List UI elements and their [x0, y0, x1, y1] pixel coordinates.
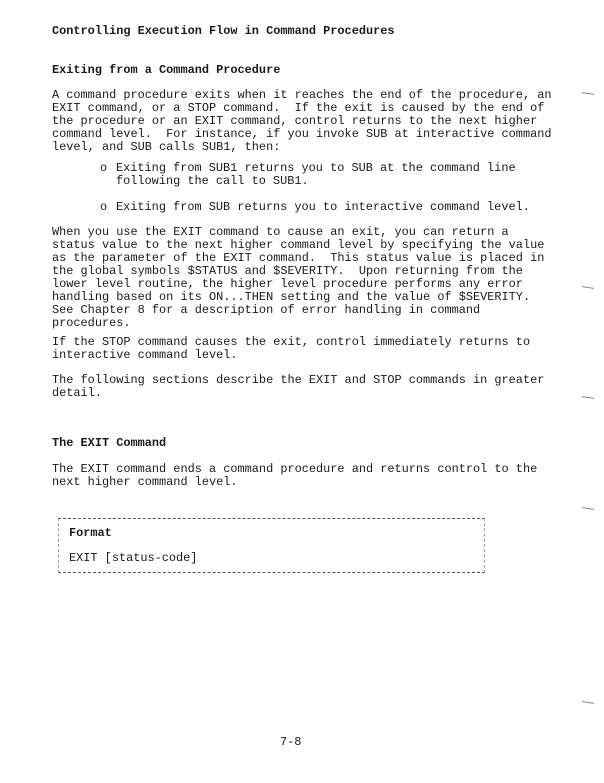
- margin-mark: [582, 92, 594, 95]
- section-heading-exiting: Exiting from a Command Procedure: [52, 63, 281, 77]
- paragraph: The following sections describe the EXIT and STOP commands in greater detail.: [52, 373, 545, 400]
- paragraph: If the STOP command causes the exit, control immediately returns to interactive command level.: [52, 335, 531, 362]
- bullet-text: Exiting from SUB1 returns you to SUB at the command line following the call to SUB1.: [116, 161, 516, 188]
- bullet-marker: o: [100, 161, 108, 175]
- paragraph: A command procedure exits when it reaches the end of the procedure, an EXIT command, or a STOP command. If the exit is caused by the end of the procedure or an EXIT command, control returns to the next higher command level. For instance, if you invoke SUB at interactive command level, and SUB calls SUB1, then:: [52, 88, 552, 154]
- bullet-marker: o: [100, 200, 108, 214]
- paragraph: The EXIT command ends a command procedure and returns control to the next higher command level.: [52, 462, 538, 489]
- bullet-text: Exiting from SUB returns you to interactive command level.: [116, 200, 530, 214]
- running-head: Controlling Execution Flow in Command Procedures: [52, 24, 395, 38]
- format-label: Format: [69, 526, 112, 540]
- margin-mark: [582, 701, 594, 704]
- paragraph: When you use the EXIT command to cause an exit, you can return a status value to the next higher command level by specifying the value as the parameter of the EXIT command. This status value is placed in the global symbols $STATUS and $SEVERITY. Upon returning from the lower level routine, the higher level procedure performs any error handling based on its ON...THEN setting and the value of $SEVERITY. See Chapter 8 for a description of error handling in command procedures.: [52, 225, 545, 330]
- section-heading-exit-command: The EXIT Command: [52, 436, 167, 450]
- margin-mark: [582, 286, 594, 289]
- page-number: 7-8: [280, 735, 302, 749]
- margin-mark: [582, 396, 594, 399]
- margin-mark: [582, 507, 594, 510]
- format-box: [58, 518, 485, 573]
- format-syntax: EXIT [status-code]: [69, 551, 198, 565]
